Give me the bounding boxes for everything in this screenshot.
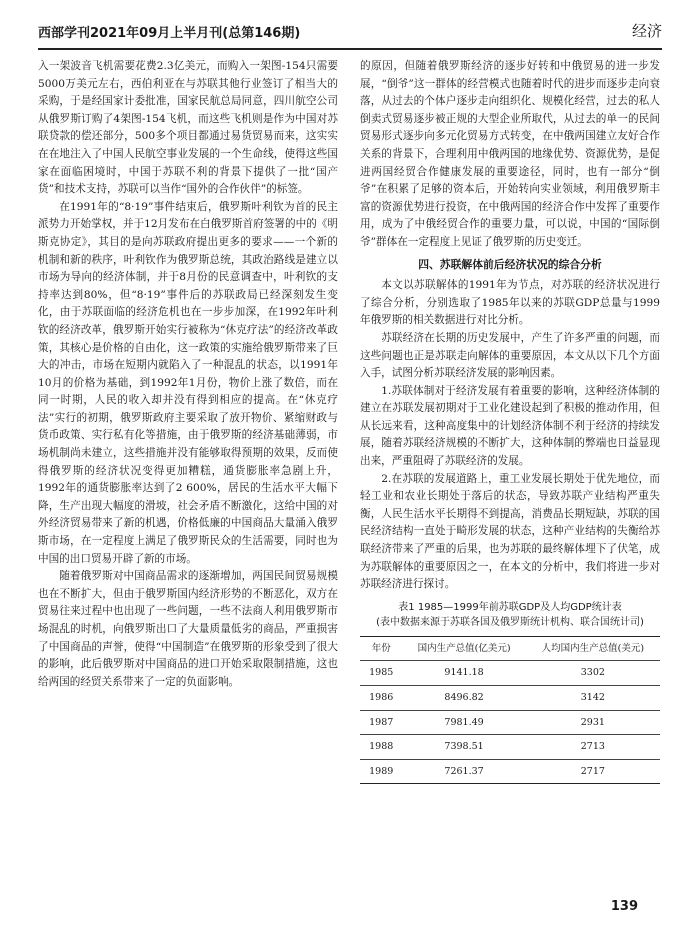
paragraph: 苏联经济在长期的历史发展中，产生了许多严重的问题，而这些问题也正是苏联走向解体的重要原因，本文从以下几个方面入手，试图分析苏联经济发展的影响因素。 xyxy=(360,331,660,380)
section-heading: 四、苏联解体前后经济状况的综合分析 xyxy=(418,257,602,271)
paragraph: 本文以苏联解体的1991年为节点，对苏联的经济状况进行了综合分析，分别选取了1985年以来的苏联GDP总量与1999年俄罗斯的相关数据进行对比分析。 xyxy=(360,279,660,327)
table-row xyxy=(360,759,660,784)
table-cell: 1986 xyxy=(360,686,402,711)
table-header-row xyxy=(360,636,660,661)
table-caption xyxy=(360,600,660,630)
table-cell: 8496.82 xyxy=(402,686,525,711)
table-cell: 1989 xyxy=(360,759,402,784)
gdp-table xyxy=(360,636,660,785)
table-row xyxy=(360,661,660,686)
column-header: 人均国内生产总值(美元) xyxy=(526,636,660,661)
section-label: 经济 xyxy=(631,22,662,40)
right-column xyxy=(360,58,660,784)
table-cell: 1988 xyxy=(360,735,402,760)
table-cell: 1985 xyxy=(360,661,402,686)
column-header: 年份 xyxy=(360,636,402,661)
table-title: 表1 1985—1999年前苏联GDP及人均GDP统计表 xyxy=(398,601,622,613)
paragraph: 入一架波音飞机需要花费2.3亿美元，而购入一架图-154只需要5000万美元左右，西伯利亚在与苏联其他行业签订了相当大的采购，于是经国家计委批准，国家民航总局同意，四川航空公司从俄罗斯订购了4架图-154飞机，而这些飞机则是作为中国对苏联贷款的偿还部分，500多个项目都通过易货贸易而来，这实实在在地注入了中国人民航空事业发展的一个生命线，使得这些国家在面临困境时，中国于苏联不利的背景下提供了一批“国产货”和技术支持，苏联可以当作“国外的合作伙伴”的标签。 xyxy=(38,60,338,196)
table-row xyxy=(360,735,660,760)
table-cell: 3302 xyxy=(526,661,660,686)
page-number: 139 xyxy=(610,899,638,914)
journal-issue: 西部学刊2021年09月上半月刊(总第146期) xyxy=(38,26,301,41)
table-source: (表中数据来源于苏联各国及俄罗斯统计机构、联合国统计司) xyxy=(376,616,644,628)
paragraph: 在1991年的“8·19”事件结束后，俄罗斯叶利钦为首的民主派势力开始掌权，并于12月发布在白俄罗斯首府签署的中的《明斯克协定》，其目的是向苏联政府提出更多的要求——一个新的机制和新的秩序，叶利钦作为俄罗斯总统，其政治路线是建立以市场为导向的经济体制，并于8月份的民意调查中，叶利钦的支持率达到80%，但“8·19”事件后的苏联政局已经深刻发生变化，由于苏联面临的经济危机也在一步步加深，在1992年叶利钦的经济改革，俄罗斯开始实行被称为“休克疗法”的经济改革政策，其核心是价格的自由化，这一政策的实施给俄罗斯带来了巨大的冲击，市场在短期内就陷入了一种混乱的状态，以1991年10月的价格为基础，到1992年1月份，物价上涨了数倍，而在同一时期，人民的收入却并没有得到相应的提高。在“休克疗法”实行的初期，俄罗斯政府主要采取了放开物价、紧缩财政与货币政策、实行私有化等措施，由于俄罗斯的经济基础薄弱，市场机制尚未建立，这些措施并没有能够取得预期的效果，反而使得俄罗斯的经济状况变得更加糟糕，通货膨胀率急剧上升，1992年的通货膨胀率达到了2 600%，居民的生活水平大幅下降，生产出现大幅度的滑坡，社会矛盾不断激化，这给中国的对外经济贸易带来了新的机遇，价格低廉的中国商品大量涌入俄罗斯市场，在一定程度上满足了俄罗斯民众的生活需要，同时也为中国的出口贸易开辟了新的市场。 xyxy=(38,200,338,565)
header-rule xyxy=(38,48,662,50)
table-cell: 2717 xyxy=(526,759,660,784)
table-cell: 2713 xyxy=(526,735,660,760)
table-cell: 7261.37 xyxy=(402,759,525,784)
table-cell: 7398.51 xyxy=(402,735,525,760)
left-column xyxy=(38,58,338,691)
paragraph: 2.在苏联的发展道路上，重工业发展长期处于优先地位，而轻工业和农业长期处于落后的状态，导致苏联产业结构严重失衡，人民生活水平长期得不到提高，消费品长期短缺，苏联的国民经济结构一直处于畸形发展的状态，这种产业结构的失衡给苏联经济带来了严重的后果，也为苏联的最终解体埋下了伏笔，成为苏联解体的重要原因之一，在本文的分析中，我们将进一步对苏联经济进行探讨。 xyxy=(360,472,660,591)
table-cell: 3142 xyxy=(526,686,660,711)
table-row xyxy=(360,710,660,735)
paragraph: 随着俄罗斯对中国商品需求的逐渐增加，两国民间贸易规模也在不断扩大，但由于俄罗斯国内经济形势的不断恶化，双方在贸易往来过程中也出现了一些问题，一些不法商人利用俄罗斯市场混乱的时机，向俄罗斯出口了大量质量低劣的商品，严重损害了中国商品的声誉，使得“中国制造”在俄罗斯的形象受到了很大的影响，此后俄罗斯对中国商品的进口开始采取限制措施，这也给两国的经贸关系带来了一定的负面影响。 xyxy=(38,570,338,688)
table-cell: 7981.49 xyxy=(402,710,525,735)
table-row xyxy=(360,686,660,711)
paragraph: 的原因，但随着俄罗斯经济的逐步好转和中俄贸易的进一步发展，“倒爷”这一群体的经营模式也随着时代的进步而逐步走向衰落，从过去的个体户逐步走向组织化、规模化经营，过去的私人倒卖式贸易逐步被正规的大型企业所取代，从过去的单一的民间贸易形式逐步向多元化贸易方式转变，在中俄两国建立友好合作关系的背景下，合理利用中俄两国的地缘优势、资源优势，是促进两国经贸合作健康发展的重要途径，同时，也有一部分“倒爷”在积累了足够的资本后，开始转向实业领域，利用俄罗斯丰富的资源优势进行投资，在中俄两国的经济合作中发挥了重要作用，成为了中俄经贸合作的重要力量，可以说，中国的“国际倒爷”群体在一定程度上见证了俄罗斯的历史变迁。 xyxy=(360,60,660,248)
paragraph: 1.苏联体制对于经济发展有着重要的影响，这种经济体制的建立在苏联发展初期对于工业化建设起到了积极的推动作用，但从长远来看，这种高度集中的计划经济体制不利于经济的持续发展，随着苏联经济规模的不断扩大，这种体制的弊端也日益显现出来，严重阻碍了苏联经济的发展。 xyxy=(360,384,660,468)
column-header: 国内生产总值(亿美元) xyxy=(402,636,525,661)
table-cell: 2931 xyxy=(526,710,660,735)
table-cell: 9141.18 xyxy=(402,661,525,686)
page-header xyxy=(38,20,662,46)
table-cell: 1987 xyxy=(360,710,402,735)
